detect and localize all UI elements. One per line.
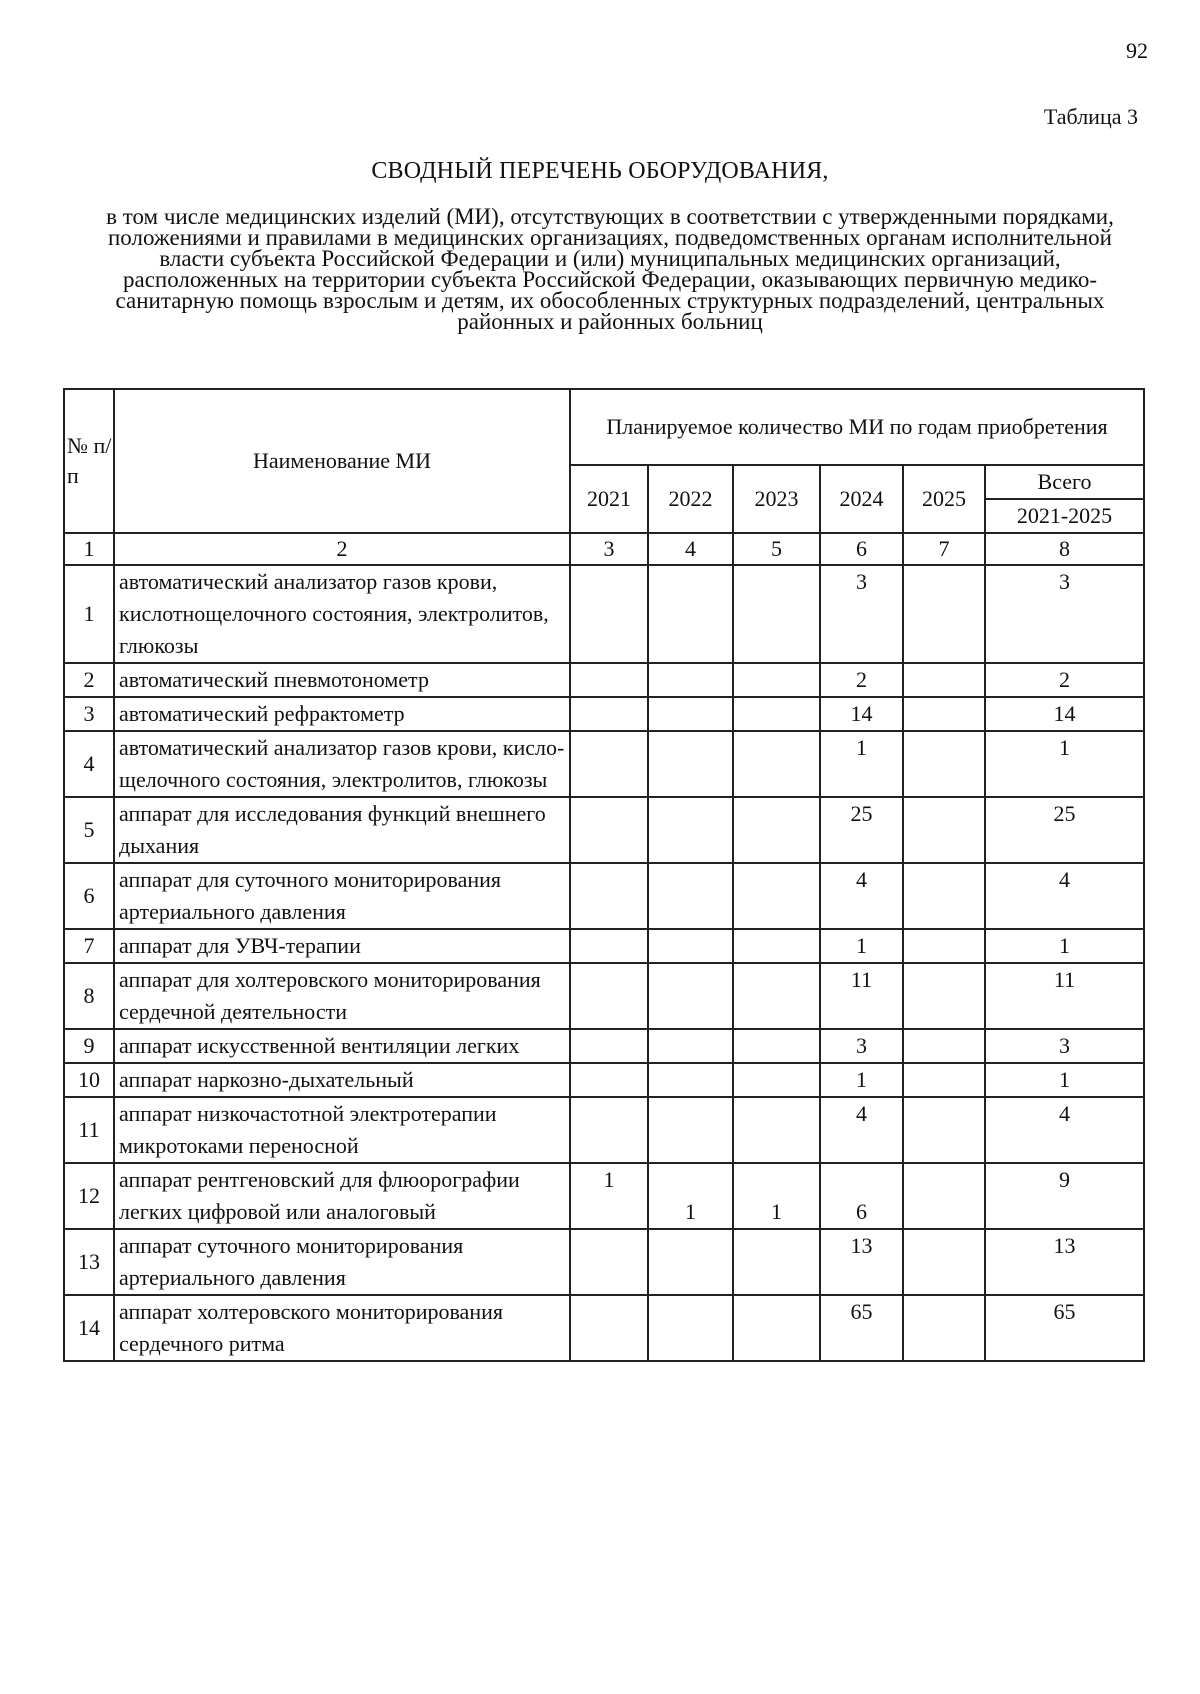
qty-2023 bbox=[733, 1229, 820, 1295]
table-row bbox=[64, 697, 1144, 731]
qty-total: 1 bbox=[985, 929, 1144, 963]
device-name: автоматический рефрактометр bbox=[114, 697, 570, 731]
qty-2023 bbox=[733, 1063, 820, 1097]
row-number: 8 bbox=[64, 963, 114, 1029]
column-number: 6 bbox=[820, 533, 903, 565]
qty-2022 bbox=[648, 731, 733, 797]
device-name: аппарат холтеровского мониторирования сердечного ритма bbox=[114, 1295, 570, 1361]
qty-2023 bbox=[733, 929, 820, 963]
table-row bbox=[64, 1163, 1144, 1229]
qty-2022 bbox=[648, 697, 733, 731]
qty-2024: 3 bbox=[820, 1029, 903, 1063]
table-row bbox=[64, 663, 1144, 697]
qty-2022 bbox=[648, 929, 733, 963]
row-number: 7 bbox=[64, 929, 114, 963]
qty-2021: 1 bbox=[570, 1163, 648, 1229]
column-number: 7 bbox=[903, 533, 985, 565]
equipment-table bbox=[63, 388, 1145, 1362]
row-number: 14 bbox=[64, 1295, 114, 1361]
qty-total: 13 bbox=[985, 1229, 1144, 1295]
table-row bbox=[64, 863, 1144, 929]
qty-total: 25 bbox=[985, 797, 1144, 863]
column-number: 3 bbox=[570, 533, 648, 565]
qty-2022 bbox=[648, 1063, 733, 1097]
qty-2024: 1 bbox=[820, 731, 903, 797]
device-name: аппарат низкочастотной электротерапии микротоками переносной bbox=[114, 1097, 570, 1163]
qty-2025 bbox=[903, 1097, 985, 1163]
table-reference: Таблица 3 bbox=[1043, 104, 1138, 129]
qty-2022 bbox=[648, 565, 733, 663]
qty-2023 bbox=[733, 731, 820, 797]
qty-total: 65 bbox=[985, 1295, 1144, 1361]
row-number: 13 bbox=[64, 1229, 114, 1295]
qty-2025 bbox=[903, 663, 985, 697]
qty-total: 9 bbox=[985, 1163, 1144, 1229]
qty-2023 bbox=[733, 863, 820, 929]
qty-2022: 1 bbox=[648, 1163, 733, 1229]
qty-2025 bbox=[903, 1229, 985, 1295]
qty-2025 bbox=[903, 565, 985, 663]
qty-2025 bbox=[903, 1163, 985, 1229]
qty-total: 1 bbox=[985, 731, 1144, 797]
column-number: 8 bbox=[985, 533, 1144, 565]
qty-2024: 4 bbox=[820, 1097, 903, 1163]
table-row bbox=[64, 1063, 1144, 1097]
qty-2025 bbox=[903, 697, 985, 731]
device-name: аппарат для холтеровского мониторирования сердечной деятельности bbox=[114, 963, 570, 1029]
qty-2024: 13 bbox=[820, 1229, 903, 1295]
document-subtitle: в том числе медицинских изделий (МИ), отсутствующих в соответствии с утвержденными порядками, положениями и правилами в медицинских организациях, подведомственных органам исполнительной власти субъекта Российской Федерации и (или) муниципальных медицинских организаций, расположенных на территории субъекта Российской Федерации, оказывающих первичную медико-санитарную помощь взрослым и детям, их обособленных структурных подразделений, центральных районных и районных больниц bbox=[106, 204, 1114, 334]
qty-2025 bbox=[903, 1029, 985, 1063]
qty-2024: 4 bbox=[820, 863, 903, 929]
device-name: аппарат искусственной вентиляции легких bbox=[114, 1029, 570, 1063]
qty-2024: 1 bbox=[820, 1063, 903, 1097]
header-year-2022: 2022 bbox=[648, 465, 733, 533]
header-name: Наименование МИ bbox=[114, 389, 570, 533]
column-number: 5 bbox=[733, 533, 820, 565]
qty-2024: 65 bbox=[820, 1295, 903, 1361]
table-row bbox=[64, 1097, 1144, 1163]
qty-2024: 3 bbox=[820, 565, 903, 663]
qty-2024: 14 bbox=[820, 697, 903, 731]
qty-2022 bbox=[648, 663, 733, 697]
equipment-table-container bbox=[63, 388, 1143, 1362]
header-total-range: 2021-2025 bbox=[985, 499, 1144, 533]
qty-2021 bbox=[570, 1097, 648, 1163]
qty-2023 bbox=[733, 797, 820, 863]
qty-2023 bbox=[733, 697, 820, 731]
row-number: 11 bbox=[64, 1097, 114, 1163]
qty-2025 bbox=[903, 1295, 985, 1361]
row-number: 12 bbox=[64, 1163, 114, 1229]
qty-total: 11 bbox=[985, 963, 1144, 1029]
qty-2021 bbox=[570, 863, 648, 929]
device-name: автоматический анализатор газов крови, кислотнощелочного состояния, электролитов, глюкозы bbox=[114, 565, 570, 663]
qty-2023: 1 bbox=[733, 1163, 820, 1229]
qty-2025 bbox=[903, 731, 985, 797]
qty-2024: 1 bbox=[820, 929, 903, 963]
column-number: 2 bbox=[114, 533, 570, 565]
qty-2024: 11 bbox=[820, 963, 903, 1029]
table-row bbox=[64, 1029, 1144, 1063]
column-number: 1 bbox=[64, 533, 114, 565]
qty-total: 14 bbox=[985, 697, 1144, 731]
device-name: аппарат суточного мониторирования артериального давления bbox=[114, 1229, 570, 1295]
document-title: СВОДНЫЙ ПЕРЕЧЕНЬ ОБОРУДОВАНИЯ, bbox=[371, 158, 829, 184]
qty-2022 bbox=[648, 1295, 733, 1361]
qty-2024: 6 bbox=[820, 1163, 903, 1229]
qty-2025 bbox=[903, 797, 985, 863]
header-total: Всего bbox=[985, 465, 1144, 499]
device-name: автоматический анализатор газов крови, кисло-щелочного состояния, электролитов, глюкозы bbox=[114, 731, 570, 797]
qty-2023 bbox=[733, 1029, 820, 1063]
qty-2025 bbox=[903, 1063, 985, 1097]
device-name: аппарат для суточного мониторирования артериального давления bbox=[114, 863, 570, 929]
row-number: 4 bbox=[64, 731, 114, 797]
header-year-2023: 2023 bbox=[733, 465, 820, 533]
qty-2021 bbox=[570, 963, 648, 1029]
qty-total: 1 bbox=[985, 1063, 1144, 1097]
qty-total: 3 bbox=[985, 565, 1144, 663]
table-row bbox=[64, 963, 1144, 1029]
qty-2023 bbox=[733, 963, 820, 1029]
row-number: 5 bbox=[64, 797, 114, 863]
table-row bbox=[64, 797, 1144, 863]
qty-2023 bbox=[733, 565, 820, 663]
header-year-2025: 2025 bbox=[903, 465, 985, 533]
table-row bbox=[64, 565, 1144, 663]
table-row bbox=[64, 1229, 1144, 1295]
row-number: 9 bbox=[64, 1029, 114, 1063]
qty-2024: 2 bbox=[820, 663, 903, 697]
qty-2021 bbox=[570, 929, 648, 963]
qty-2021 bbox=[570, 1295, 648, 1361]
row-number: 10 bbox=[64, 1063, 114, 1097]
row-number: 6 bbox=[64, 863, 114, 929]
header-year-2021: 2021 bbox=[570, 465, 648, 533]
qty-total: 4 bbox=[985, 1097, 1144, 1163]
column-number-row bbox=[64, 533, 1144, 565]
table-row bbox=[64, 1295, 1144, 1361]
qty-2021 bbox=[570, 731, 648, 797]
device-name: аппарат для УВЧ-терапии bbox=[114, 929, 570, 963]
page-number: 92 bbox=[1126, 38, 1148, 63]
qty-2021 bbox=[570, 797, 648, 863]
qty-2022 bbox=[648, 1029, 733, 1063]
qty-2021 bbox=[570, 565, 648, 663]
header-planned-quantity: Планируемое количество МИ по годам приобретения bbox=[570, 389, 1144, 465]
qty-total: 3 bbox=[985, 1029, 1144, 1063]
header-number: № п/п bbox=[64, 389, 114, 533]
column-number: 4 bbox=[648, 533, 733, 565]
row-number: 2 bbox=[64, 663, 114, 697]
row-number: 1 bbox=[64, 565, 114, 663]
device-name: автоматический пневмотонометр bbox=[114, 663, 570, 697]
qty-2021 bbox=[570, 697, 648, 731]
qty-2021 bbox=[570, 1229, 648, 1295]
table-row bbox=[64, 731, 1144, 797]
qty-2023 bbox=[733, 1097, 820, 1163]
qty-2023 bbox=[733, 1295, 820, 1361]
row-number: 3 bbox=[64, 697, 114, 731]
qty-2022 bbox=[648, 797, 733, 863]
qty-total: 4 bbox=[985, 863, 1144, 929]
header-year-2024: 2024 bbox=[820, 465, 903, 533]
device-name: аппарат рентгеновский для флюорографии легких цифровой или аналоговый bbox=[114, 1163, 570, 1229]
qty-2024: 25 bbox=[820, 797, 903, 863]
qty-2021 bbox=[570, 1063, 648, 1097]
qty-2022 bbox=[648, 1097, 733, 1163]
qty-2022 bbox=[648, 1229, 733, 1295]
qty-2022 bbox=[648, 863, 733, 929]
qty-2023 bbox=[733, 663, 820, 697]
qty-2021 bbox=[570, 663, 648, 697]
qty-2025 bbox=[903, 929, 985, 963]
table-row bbox=[64, 929, 1144, 963]
qty-2021 bbox=[570, 1029, 648, 1063]
qty-2025 bbox=[903, 863, 985, 929]
qty-2025 bbox=[903, 963, 985, 1029]
qty-2022 bbox=[648, 963, 733, 1029]
qty-total: 2 bbox=[985, 663, 1144, 697]
device-name: аппарат наркозно-дыхательный bbox=[114, 1063, 570, 1097]
device-name: аппарат для исследования функций внешнего дыхания bbox=[114, 797, 570, 863]
